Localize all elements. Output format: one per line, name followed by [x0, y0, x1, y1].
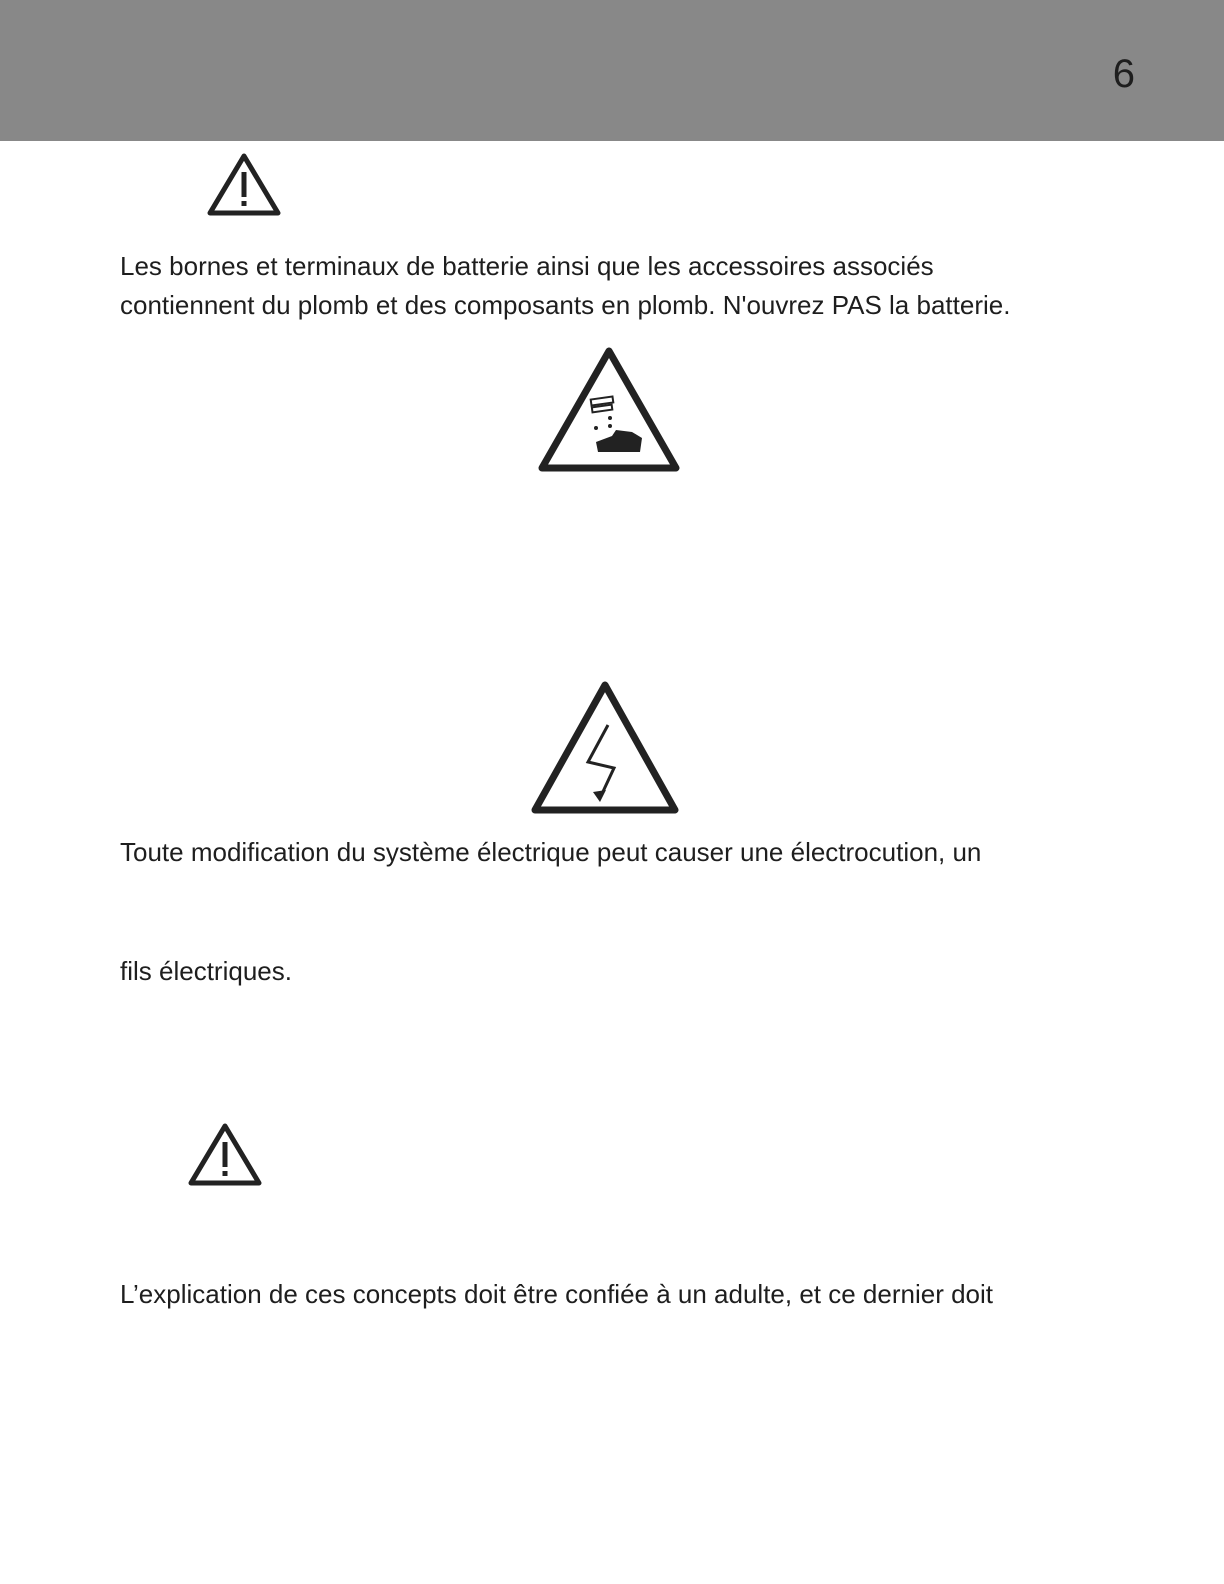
page-number: 6	[1112, 52, 1135, 96]
page-header-bar	[0, 0, 1224, 141]
electrical-warning-line-1: Toute modification du système électrique peut causer une électrocution, un	[120, 837, 982, 867]
warning-icon	[187, 1122, 263, 1188]
electrical-warning-line-2: fils électriques.	[120, 956, 292, 986]
electrical-hazard-icon	[528, 680, 682, 815]
warning-icon	[206, 152, 282, 218]
battery-warning-line-2: contiennent du plomb et des composants en plomb. N'ouvrez PAS la batterie.	[120, 290, 1011, 320]
corrosive-hazard-icon	[536, 346, 682, 474]
battery-warning-line-1: Les bornes et terminaux de batterie ainsi que les accessoires associés	[120, 251, 934, 281]
adult-supervision-line-1: L’explication de ces concepts doit être confiée à un adulte, et ce dernier doit	[120, 1279, 994, 1309]
